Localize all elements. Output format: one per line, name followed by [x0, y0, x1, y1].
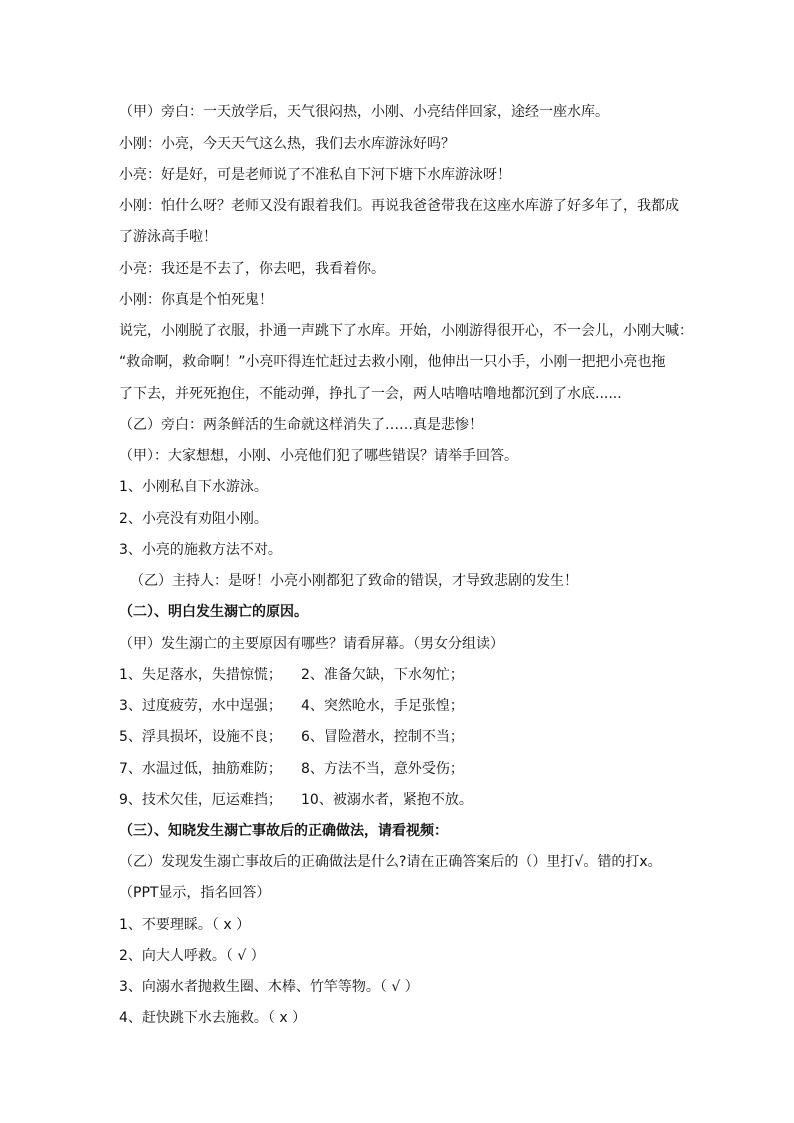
- narration-line: （甲）旁白：一天放学后，天气很闷热，小刚、小亮结伴回家，途经一座水库。: [119, 104, 609, 120]
- section-heading: （二）、明白发生溺亡的原因。: [119, 604, 308, 620]
- cause-item: 7、水温过低，抽筋难防；: [119, 761, 282, 777]
- question-line: （乙）发现发生溺亡事故后的正确做法是什么?请在正确答案后的（）里打√。错的打x。: [119, 854, 662, 870]
- dialogue-line: 了游泳高手啦！: [119, 229, 217, 245]
- host-line: （乙）主持人：是呀！小亮小刚都犯了致命的错误，才导致悲剧的发生！: [130, 573, 578, 589]
- cause-item: 5、浮具损坏，设施不良；: [119, 729, 282, 745]
- story-paragraph-line: 说完，小刚脱了衣服，扑通一声跳下了水库。开始，小刚游得很开心，不一会儿，小刚大喊：: [119, 323, 693, 339]
- cause-item: 9、技术欠佳，厄运难挡；: [119, 792, 282, 808]
- answer-item: 1、不要理睬。（ x ）: [119, 917, 251, 933]
- list-item: 2、小亮没有劝阻小刚。: [119, 511, 268, 527]
- causes-row: [119, 728, 464, 746]
- dialogue-line: 小刚：怕什么呀？老师又没有跟着我们。再说我爸爸带我在这座水库游了好多年了，我都成: [119, 198, 679, 214]
- answer-item: 3、向溺水者抛救生圈、木棒、竹竿等物。（ √ ）: [119, 979, 419, 995]
- story-paragraph-line: 了下去，并死死抱住，不能动弹，挣扎了一会，两人咕噜咕噜地都沉到了水底......: [119, 386, 622, 402]
- causes-row: [119, 760, 464, 778]
- dialogue-line: 小刚：小亮，今天天气这么热，我们去水库游泳好吗？: [119, 136, 455, 152]
- dialogue-line: 小亮：我还是不去了，你去吧，我看着你。: [119, 261, 385, 277]
- causes-row: [119, 697, 464, 715]
- question-line: （甲）发生溺亡的主要原因有哪些？请看屏幕。（男女分组读）: [119, 636, 504, 652]
- story-paragraph-line: “救命啊，救命啊！”小亮吓得连忙赶过去救小刚，他伸出一只小手，小刚一把把小亮也拖: [119, 354, 666, 370]
- narration-line: （乙）旁白：两条鲜活的生命就这样消失了……真是悲惨！: [119, 417, 483, 433]
- cause-item: 10、被溺水者，紧抱不放。: [301, 792, 473, 808]
- answer-item: 4、赶快跳下水去施救。（ x ）: [119, 1010, 307, 1026]
- causes-row: [119, 791, 473, 809]
- note-line: （PPT显示，指名回答）: [119, 885, 271, 901]
- cause-item: 2、准备欠缺，下水匆忙；: [301, 667, 464, 683]
- dialogue-line: 小亮：好是好，可是老师说了不准私自下河下塘下水库游泳呀！: [119, 167, 511, 183]
- question-line: （甲）：大家想想，小刚、小亮他们犯了哪些错误？请举手回答。: [119, 448, 518, 464]
- cause-item: 8、方法不当，意外受伤；: [301, 761, 464, 777]
- dialogue-line: 小刚：你真是个怕死鬼！: [119, 292, 273, 308]
- answer-item: 2、向大人呼救。（ √ ）: [119, 948, 265, 964]
- cause-item: 1、失足落水，失措惊慌；: [119, 667, 282, 683]
- list-item: 1、小刚私自下水游泳。: [119, 479, 268, 495]
- list-item: 3、小亮的施救方法不对。: [119, 542, 282, 558]
- causes-row: [119, 666, 464, 684]
- cause-item: 6、冒险潜水，控制不当；: [301, 729, 464, 745]
- section-heading: （三）、知晓发生溺亡事故后的正确做法，请看视频：: [119, 823, 448, 839]
- cause-item: 3、过度疲劳，水中逞强；: [119, 698, 282, 714]
- cause-item: 4、突然呛水，手足张惶；: [301, 698, 464, 714]
